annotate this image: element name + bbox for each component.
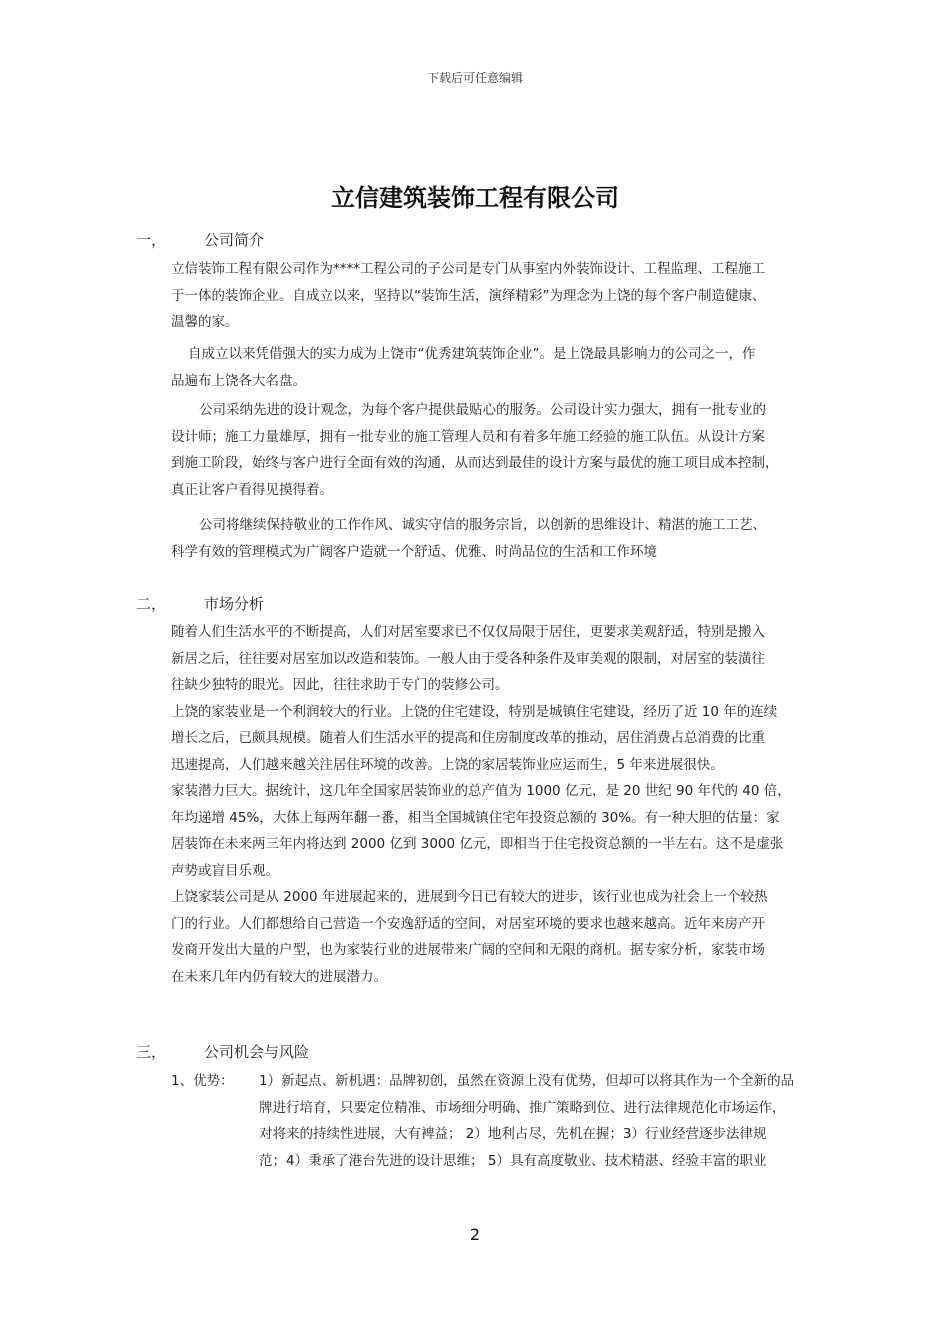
section-title: 市场分析 <box>204 595 265 613</box>
paragraph-line: 随着人们生活水平的不断提高，人们对居室要求已不仅仅局限于居住，更要求美观舒适，特别是搬入 <box>171 624 765 640</box>
section-number: 二， <box>136 595 167 613</box>
paragraph-line: 上饶家装公司是从 2000 年进展起来的，进展到今日已有较大的进步，该行业也成为社会上一个较热 <box>171 889 768 905</box>
paragraph-line: 门的行业。人们都想给自己营造一个安逸舒适的空间，对居室环境的要求也越来越高。近年来房产开 <box>171 915 765 932</box>
paragraph-line: 家装潜力巨大。据统计，这几年全国家居装饰业的总产值为 1000 亿元，是 20 世纪 90 年代的 40 倍， <box>171 783 791 799</box>
paragraph-line: 范；4）秉承了港台先进的设计思维； 5）具有高度敬业、技术精湛、经验丰富的职业 <box>259 1152 767 1169</box>
list-item-body <box>259 1068 819 1174</box>
section-heading-2 <box>136 593 264 614</box>
document-title: 立信建筑装饰工程有限公司 <box>331 183 619 212</box>
paragraph-line: 牌进行培育，只要定位精准、市场细分明确、推广策略到位、进行法律规范化市场运作， <box>259 1099 786 1116</box>
paragraph-line: 科学有效的管理模式为广阔客户造就一个舒适、优雅、时尚品位的生活和工作环境 <box>171 543 657 560</box>
paragraph-line: 公司采纳先进的设计观念，为每个客户提供最贴心的服务。公司设计实力强大，拥有一批专业的 <box>199 402 766 418</box>
paragraph-line: 自成立以来凭借强大的实力成为上饶市“优秀建筑装饰企业”。是上饶最具影响力的公司之一，作 <box>188 346 756 362</box>
paragraph-line: 真正让客户看得见摸得着。 <box>171 481 333 498</box>
paragraph-line: 立信装饰工程有限公司作为****工程公司的子公司是专门从事室内外装饰设计、工程监理、工程施工 <box>171 261 765 277</box>
paragraph-line: 年均递增 45%，大体上每两年翻一番，相当全国城镇住宅年投资总额的 30%。有一种大胆的估量：家 <box>171 809 780 826</box>
section-number: 一， <box>136 231 167 249</box>
paragraph <box>171 341 821 394</box>
paragraph-line: 上饶的家装业是一个利润较大的行业。上饶的住宅建设，特别是城镇住宅建设，经历了近 10 年的连续 <box>171 703 778 720</box>
page-number: 2 <box>469 1225 481 1244</box>
paragraph-line: 于一体的装饰企业。自成立以来，坚持以“装饰生活，演绎精彩”为理念为上饶的每个客户制造健康、 <box>171 287 766 304</box>
paragraph-line: 新居之后，往往要对居室加以改造和装饰。一般人由于受各种条件及审美观的限制，对居室的装潢往 <box>171 650 765 667</box>
paragraph-line: 1）新起点、新机遇：品牌初创，虽然在资源上没有优势，但却可以将其作为一个全新的品 <box>259 1073 795 1089</box>
paragraph-line: 发商开发出大量的户型，也为家装行业的进展带来广阔的空间和无限的商机。据专家分析，家装市场 <box>171 942 765 958</box>
section-heading-3 <box>136 1041 309 1062</box>
paragraph-line: 往缺少独特的眼光。因此，往往求助于专门的装修公司。 <box>171 677 509 693</box>
section-heading-1 <box>136 229 264 250</box>
list-item-lead: 1、优势： <box>171 1073 234 1089</box>
paragraph <box>171 619 821 990</box>
paragraph-line: 在未来几年内仍有较大的进展潜力。 <box>171 968 387 985</box>
paragraph-line: 对将来的持续性进展，大有裨益； 2）地利占尽，先机在握；3）行业经营逐步法律规 <box>259 1126 767 1142</box>
paragraph-line: 居装饰在未来两三年内将达到 2000 亿到 3000 亿元，即相当于住宅投资总额的一半左右。这不是虚张 <box>171 836 784 852</box>
section-number: 三， <box>136 1043 167 1061</box>
paragraph-line: 温馨的家。 <box>171 314 239 330</box>
paragraph <box>171 256 821 336</box>
section-title: 公司简介 <box>204 231 265 249</box>
paragraph-line: 增长之后，已颇具规模。随着人们生活水平的提高和住房制度改革的推动，居住消费占总消费的比重 <box>171 730 765 746</box>
section-title: 公司机会与风险 <box>204 1043 310 1061</box>
paragraph-line: 声势或盲目乐观。 <box>171 862 279 879</box>
paragraph <box>171 512 821 565</box>
paragraph <box>171 397 821 503</box>
paragraph-line: 品遍布上饶各大名盘。 <box>171 372 306 389</box>
paragraph-line: 迅速提高，人们越来越关注居住环境的改善。上饶的家居装饰业应运而生，5 年来进展很快。 <box>171 756 724 773</box>
paragraph-line: 公司将继续保持敬业的工作作风、诚实守信的服务宗旨，以创新的思维设计、精湛的施工工艺、 <box>199 517 766 533</box>
paragraph-line: 到施工阶段，始终与客户进行全面有效的沟通，从而达到最佳的设计方案与最优的施工项目成本控制， <box>171 455 779 471</box>
page-header: 下载后可任意编辑 <box>426 71 523 85</box>
paragraph-line: 设计师；施工力量雄厚，拥有一批专业的施工管理人员和有着多年施工经验的施工队伍。从设计方案 <box>171 428 765 445</box>
